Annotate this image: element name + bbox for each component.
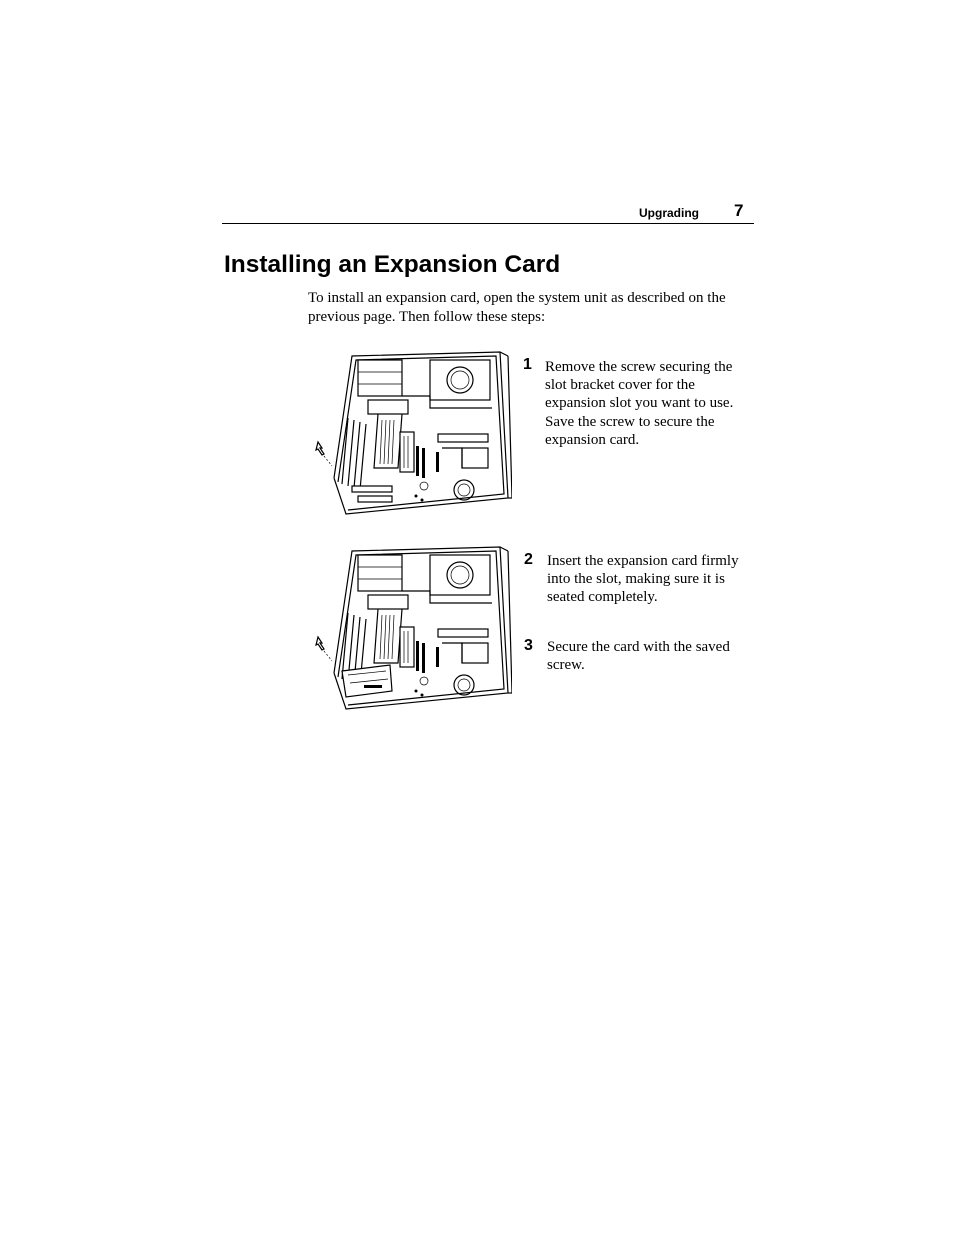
page-number: 7 bbox=[734, 201, 744, 220]
page-title: Installing an Expansion Card bbox=[224, 251, 561, 278]
step-2-number: 2 bbox=[524, 551, 533, 568]
step-3-text: Secure the card with the saved screw. bbox=[547, 639, 730, 674]
header-rule bbox=[222, 223, 754, 224]
system-unit-drawing bbox=[316, 352, 512, 514]
system-unit-drawing bbox=[316, 547, 512, 709]
illustration-insert-card bbox=[312, 543, 512, 713]
step-1-text: Remove the screw securing the slot bracket cover for the expansion slot you want to use. Save the screw to secure the expansion card. bbox=[545, 359, 734, 448]
step-2-text: Insert the expansion card firmly into the slot, making sure it is seated completely. bbox=[547, 553, 739, 606]
illustration-remove-bracket bbox=[312, 348, 512, 518]
step-3-number: 3 bbox=[524, 637, 533, 654]
running-header-section: Upgrading bbox=[639, 206, 699, 220]
step-1-number: 1 bbox=[523, 356, 532, 373]
intro-paragraph: To install an expansion card, open the system unit as described on the previous page. Then follow these steps: bbox=[308, 290, 726, 325]
